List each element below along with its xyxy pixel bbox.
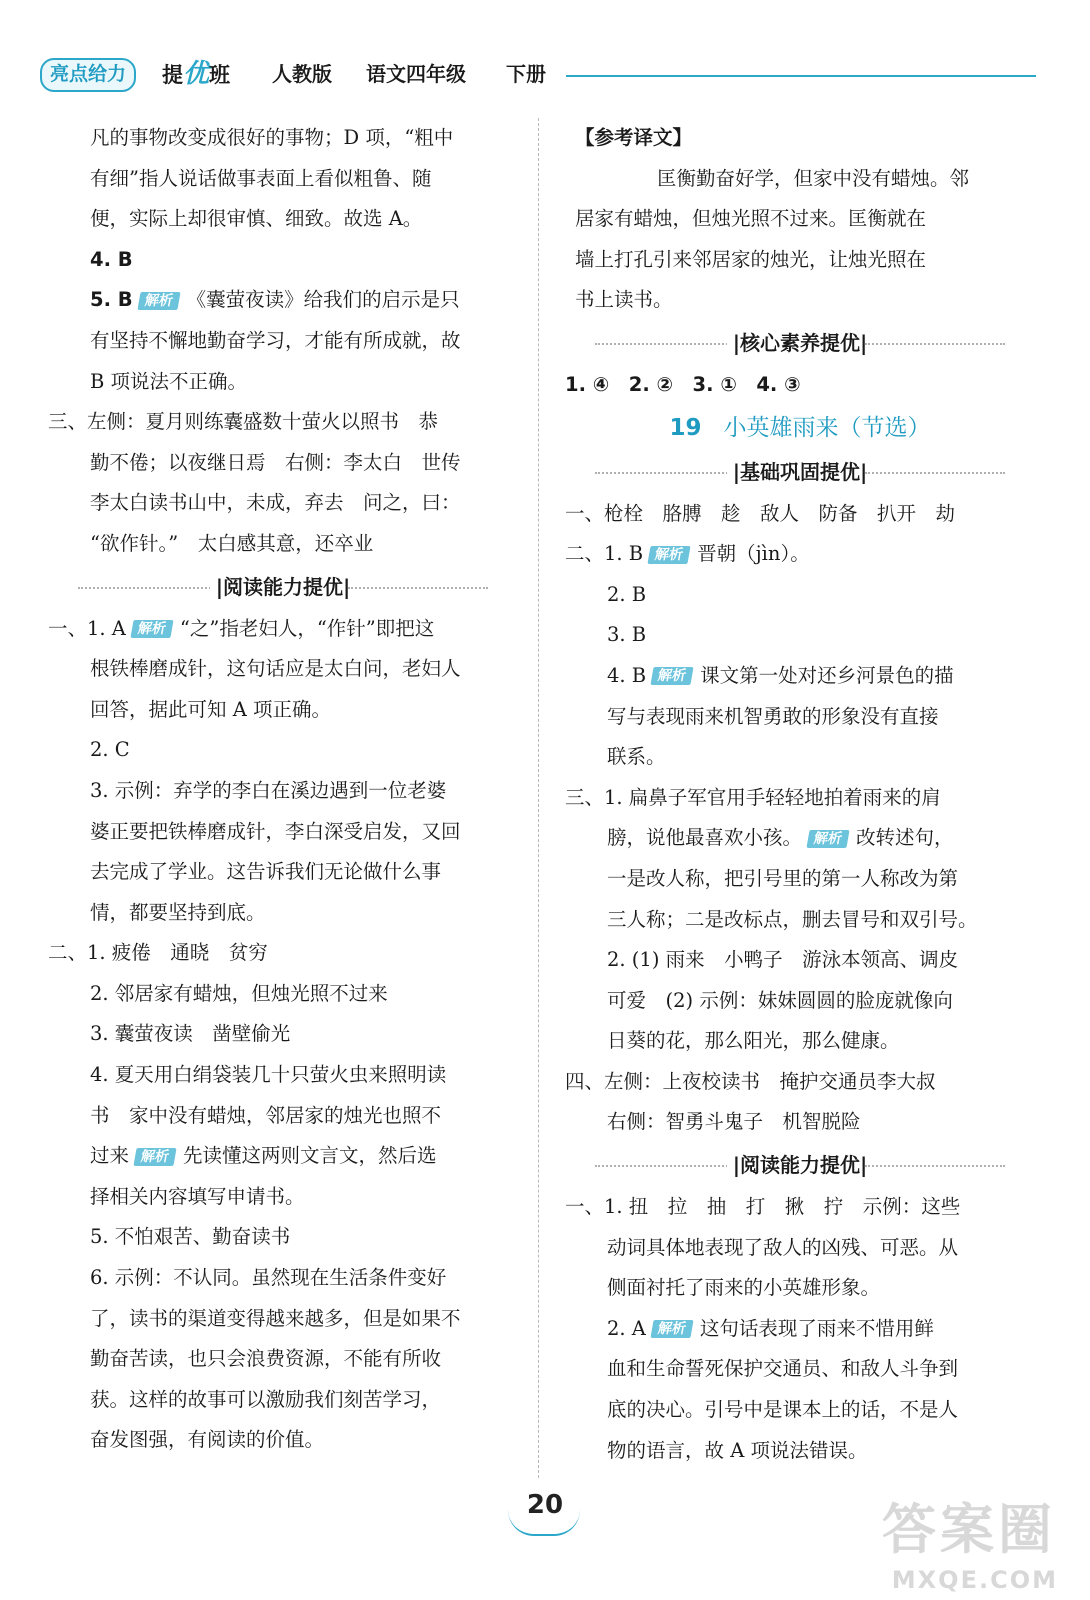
answer-label: 二、1. B xyxy=(565,542,644,566)
analysis-badge: 解析 xyxy=(133,1148,176,1166)
text-line: 勤奋苦读，也只会浪费资源，不能有所收 xyxy=(90,1347,442,1371)
answer-line: 二、1. 疲倦 通晓 贫穷 xyxy=(48,941,268,965)
section-title: |核心素养提优| xyxy=(727,331,874,355)
answer-line xyxy=(48,280,518,321)
text-line: 侧面衬托了雨来的小英雄形象。 xyxy=(607,1276,881,1300)
text-line: 血和生命誓死保护交通员、和敌人斗争到 xyxy=(607,1357,959,1381)
text-line: 居家有蜡烛，但烛光照不过来。匡衡就在 xyxy=(575,207,927,231)
analysis-badge: 解析 xyxy=(806,830,849,848)
section-heading xyxy=(48,565,518,609)
answer-line: 2. B xyxy=(607,582,647,606)
text-line: 回答，据此可知 A 项正确。 xyxy=(90,697,331,721)
text-line: 匡衡勤奋好学，但家中没有蜡烛。邻 xyxy=(657,166,970,190)
text-line: 动词具体地表现了敌人的凶残、可恶。从 xyxy=(607,1235,959,1259)
answer-label: 2. A xyxy=(607,1316,646,1340)
answer-line xyxy=(565,1309,1035,1350)
text-line: 墙上打孔引来邻居家的烛光，让烛光照在 xyxy=(575,247,927,271)
page-header xyxy=(40,58,1040,92)
text-line: B 项说法不正确。 xyxy=(90,369,248,393)
text-line: 一是改人称，把引号里的第一人称改为第 xyxy=(607,866,959,890)
watermark-url: MXQE.COM xyxy=(891,1566,1058,1594)
section-heading xyxy=(565,321,1035,365)
section-title: |基础巩固提优| xyxy=(727,460,874,484)
series-post: 班 xyxy=(209,63,231,87)
text-line: 获。这样的故事可以激励我们刻苦学习， xyxy=(90,1387,442,1411)
text-line: 物的语言，故 A 项说法错误。 xyxy=(607,1438,868,1462)
lesson-name: 小英雄雨来（节选） xyxy=(723,414,931,441)
answer-line: 4. 夏天用白绢袋装几十只萤火虫来照明读 xyxy=(90,1063,447,1087)
analysis-badge: 解析 xyxy=(650,1320,693,1338)
text-line: 奋发图强，有阅读的价值。 xyxy=(90,1428,325,1452)
answer-line: 3. 示例：弃学的李白在溪边遇到一位老婆 xyxy=(90,778,447,802)
text-line: 便，实际上却很审慎、细致。故选 A。 xyxy=(90,207,423,231)
text-line: 日葵的花，那么阳光，那么健康。 xyxy=(607,1029,900,1053)
text-line: 情，都要坚持到底。 xyxy=(90,900,266,924)
text-line: 根铁棒磨成针，这句话应是太白问，老妇人 xyxy=(90,657,461,681)
answer-label: 5. B xyxy=(90,288,133,312)
text-line: 底的决心。引号中是课本上的话，不是人 xyxy=(607,1398,959,1422)
answer-line: 2. (1) 雨来 小鸭子 游泳本领高、调皮 xyxy=(607,948,959,972)
answer-line xyxy=(48,609,518,650)
answer-line: 3. B xyxy=(607,623,647,647)
lesson-number: 19 xyxy=(669,414,702,441)
series-title xyxy=(162,58,230,91)
text-line: 膀，说他最喜欢小孩。 解析 改转述句， xyxy=(607,826,954,850)
text-line: 凡的事物改变成很好的事物；D 项，“粗中 xyxy=(90,126,454,149)
analysis-text: 晋朝（jìn）。 xyxy=(697,542,810,566)
text-line: 婆正要把铁棒磨成针，李白深受启发，又回 xyxy=(90,819,461,843)
answer-label: 一、1. A xyxy=(48,616,126,640)
answer-label: 4. B xyxy=(607,663,647,687)
text-line: 书上读书。 xyxy=(575,288,673,312)
text-line: 可爱 (2) 示例：妹妹圆圆的脸庞就像向 xyxy=(607,988,953,1012)
answer-line: 四、左侧：上夜校读书 掩护交通员李大叔 xyxy=(565,1069,936,1093)
page-number: 20 xyxy=(526,1490,564,1520)
text-line: 写与表现雨来机智勇敢的形象没有直接 xyxy=(607,704,939,728)
answer-line xyxy=(565,656,1035,697)
analysis-text: 改转述句， xyxy=(856,826,954,850)
answer-line: 3. 囊萤夜读 凿壁偷光 xyxy=(90,1022,291,1046)
series-pre: 提 xyxy=(162,63,183,87)
header-rule xyxy=(566,75,1036,77)
answer-line: 1. ④ 2. ② 3. ① 4. ③ xyxy=(565,372,801,396)
analysis-text: 课文第一处对还乡河景色的描 xyxy=(700,663,954,687)
text-line: “欲作针。” 太白感其意，还卒业 xyxy=(90,531,374,555)
text-line: 联系。 xyxy=(607,745,666,769)
page-number-arc xyxy=(508,1510,580,1536)
answer-line xyxy=(565,534,1035,575)
text-line: 右侧：智勇斗鬼子 机智脱险 xyxy=(607,1110,861,1134)
text-line: 了，读书的渠道变得越来越多，但是如果不 xyxy=(90,1306,461,1330)
dotted-rule xyxy=(865,1165,1005,1167)
answer-line: 一、枪栓 胳膊 趁 敌人 防备 扒开 劫 xyxy=(565,501,956,525)
dotted-rule xyxy=(78,587,218,589)
analysis-text: 先读懂这两则文言文，然后选 xyxy=(183,1144,437,1168)
text-line: 李太白读书山中，未成，弃去 问之，曰： xyxy=(90,491,461,515)
analysis-text: 《囊萤夜读》给我们的启示是只 xyxy=(186,288,460,312)
dotted-rule xyxy=(595,1165,735,1167)
dotted-rule xyxy=(595,472,735,474)
text-line: 书 家中没有蜡烛，邻居家的烛光也照不 xyxy=(90,1103,442,1127)
section-title: |阅读能力提优| xyxy=(727,1153,874,1177)
watermark-logo: 答案圈 xyxy=(882,1498,1056,1561)
text-line: 择相关内容填写申请书。 xyxy=(90,1184,305,1208)
volume-label: 下册 xyxy=(506,62,546,86)
lesson-title xyxy=(565,406,1035,450)
analysis-badge: 解析 xyxy=(130,620,173,638)
subject-label: 语文四年级 xyxy=(366,62,466,86)
analysis-badge: 解析 xyxy=(137,292,180,310)
analysis-badge: 解析 xyxy=(651,667,694,685)
dotted-rule xyxy=(595,343,735,345)
text-line: 三人称；二是改标点，删去冒号和双引号。 xyxy=(607,907,978,931)
analysis-text: “之”指老妇人，“作针”即把这 xyxy=(179,616,435,640)
column-divider xyxy=(538,118,539,1478)
series-you: 优 xyxy=(183,59,210,89)
section-heading xyxy=(565,1143,1035,1187)
dotted-rule xyxy=(865,343,1005,345)
analysis-text: 这句话表现了雨来不惜用鲜 xyxy=(699,1316,934,1340)
dotted-rule xyxy=(348,587,488,589)
text-line: 过来 解析 先读懂这两则文言文，然后选 xyxy=(90,1144,437,1168)
answer-line: 2. 邻居家有蜡烛，但烛光照不过来 xyxy=(90,981,388,1005)
answer-line: 2. C xyxy=(90,738,130,762)
answer-line: 三、左侧：夏月则练囊盛数十萤火以照书 恭 xyxy=(48,410,439,434)
right-column xyxy=(565,118,1035,1471)
section-heading xyxy=(565,450,1035,494)
left-column xyxy=(48,118,518,1461)
section-title: |阅读能力提优| xyxy=(210,575,357,599)
text-line: 勤不倦；以夜继日焉 右侧：李太白 世传 xyxy=(90,450,461,474)
text-line: 有细”指人说话做事表面上看似粗鲁、随 xyxy=(90,166,432,190)
text-line: 去完成了学业。这告诉我们无论做什么事 xyxy=(90,860,442,884)
reference-heading: 【参考译文】 xyxy=(575,126,693,149)
edition-label: 人教版 xyxy=(272,62,332,86)
answer-line: 三、1. 扁鼻子军官用手轻轻地拍着雨来的肩 xyxy=(565,785,941,809)
analysis-badge: 解析 xyxy=(648,546,691,564)
answer-line: 4. B xyxy=(90,247,133,271)
answer-line: 6. 示例：不认同。虽然现在生活条件变好 xyxy=(90,1266,447,1290)
brand-logo: 亮点给力 xyxy=(40,58,136,92)
text-line: 有坚持不懈地勤奋学习，才能有所成就，故 xyxy=(90,328,461,352)
dotted-rule xyxy=(865,472,1005,474)
answer-line: 5. 不怕艰苦、勤奋读书 xyxy=(90,1225,291,1249)
answer-line: 一、1. 扭 拉 抽 打 揪 拧 示例：这些 xyxy=(565,1195,961,1219)
